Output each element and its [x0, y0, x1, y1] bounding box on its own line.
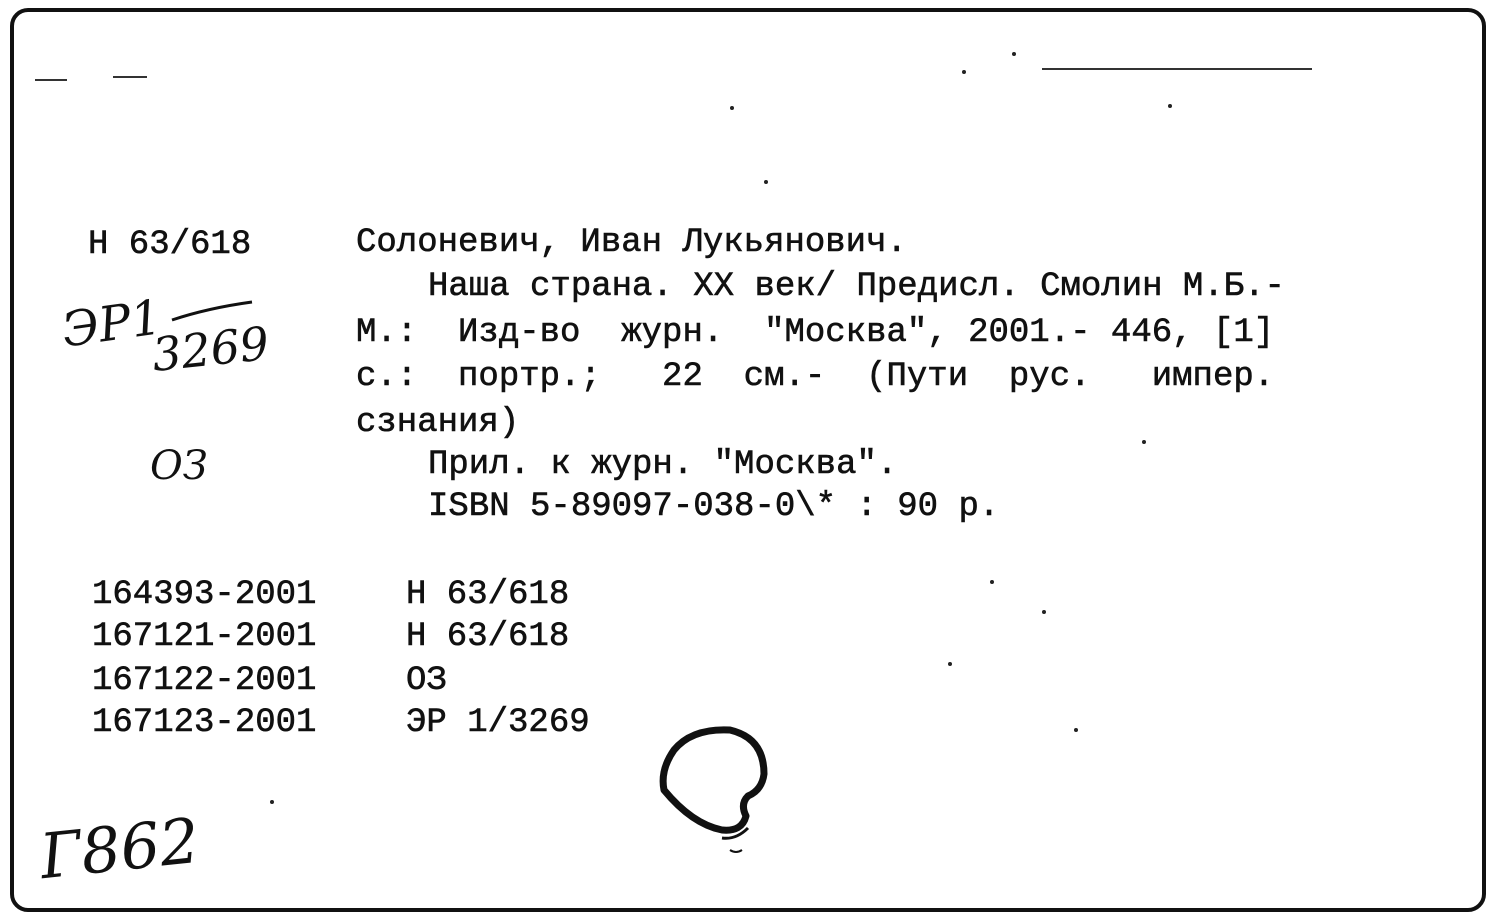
holding-location: ОЗ [406, 662, 447, 700]
handwritten-code-top: ЭР1 [58, 289, 165, 359]
scan-dash [113, 76, 147, 78]
holding-inventory: 167121-2001 [92, 618, 317, 656]
scan-dot [764, 180, 768, 184]
description-line: сзнания) [356, 404, 520, 442]
scan-dash [1042, 68, 1312, 70]
description-line: с.: портр.; 22 см.- (Пути рус. импер. [356, 358, 1275, 396]
handwritten-code-bottom: 3269 [149, 316, 272, 382]
handwritten-number: Г862 [36, 803, 203, 894]
scan-dot [1074, 728, 1078, 732]
scan-dash [35, 79, 67, 81]
scan-dot [948, 662, 952, 666]
scan-dot [270, 800, 274, 804]
scan-dot [1012, 52, 1016, 56]
note-line: Прил. к журн. "Москва". [428, 446, 898, 484]
handwritten-oz: ОЗ [150, 443, 208, 489]
holding-inventory: 167122-2001 [92, 662, 317, 700]
description-line: Наша страна. XX век/ Предисл. Смолин М.Б.- [428, 268, 1285, 306]
scan-dot [1142, 440, 1146, 444]
scan-dot [1042, 610, 1046, 614]
holding-location: Н 63/618 [406, 576, 570, 614]
scan-dot [990, 580, 994, 584]
scan-dot [962, 70, 966, 74]
holding-inventory: 167123-2001 [92, 704, 317, 742]
holding-location: Н 63/618 [406, 618, 570, 656]
author-heading: Солоневич, Иван Лукьянович. [356, 224, 907, 262]
shelfmark: Н 63/618 [88, 226, 252, 264]
holding-location: ЭР 1/3269 [406, 704, 590, 742]
holding-inventory: 164393-2001 [92, 576, 317, 614]
scan-dot [730, 106, 734, 110]
stamp-mark [652, 720, 782, 860]
scan-dot [1168, 104, 1172, 108]
isbn-line: ISBN 5-89097-038-0\* : 90 р. [428, 488, 1000, 526]
description-line: М.: Изд-во журн. "Москва", 2001.- 446, [1] [356, 314, 1275, 352]
